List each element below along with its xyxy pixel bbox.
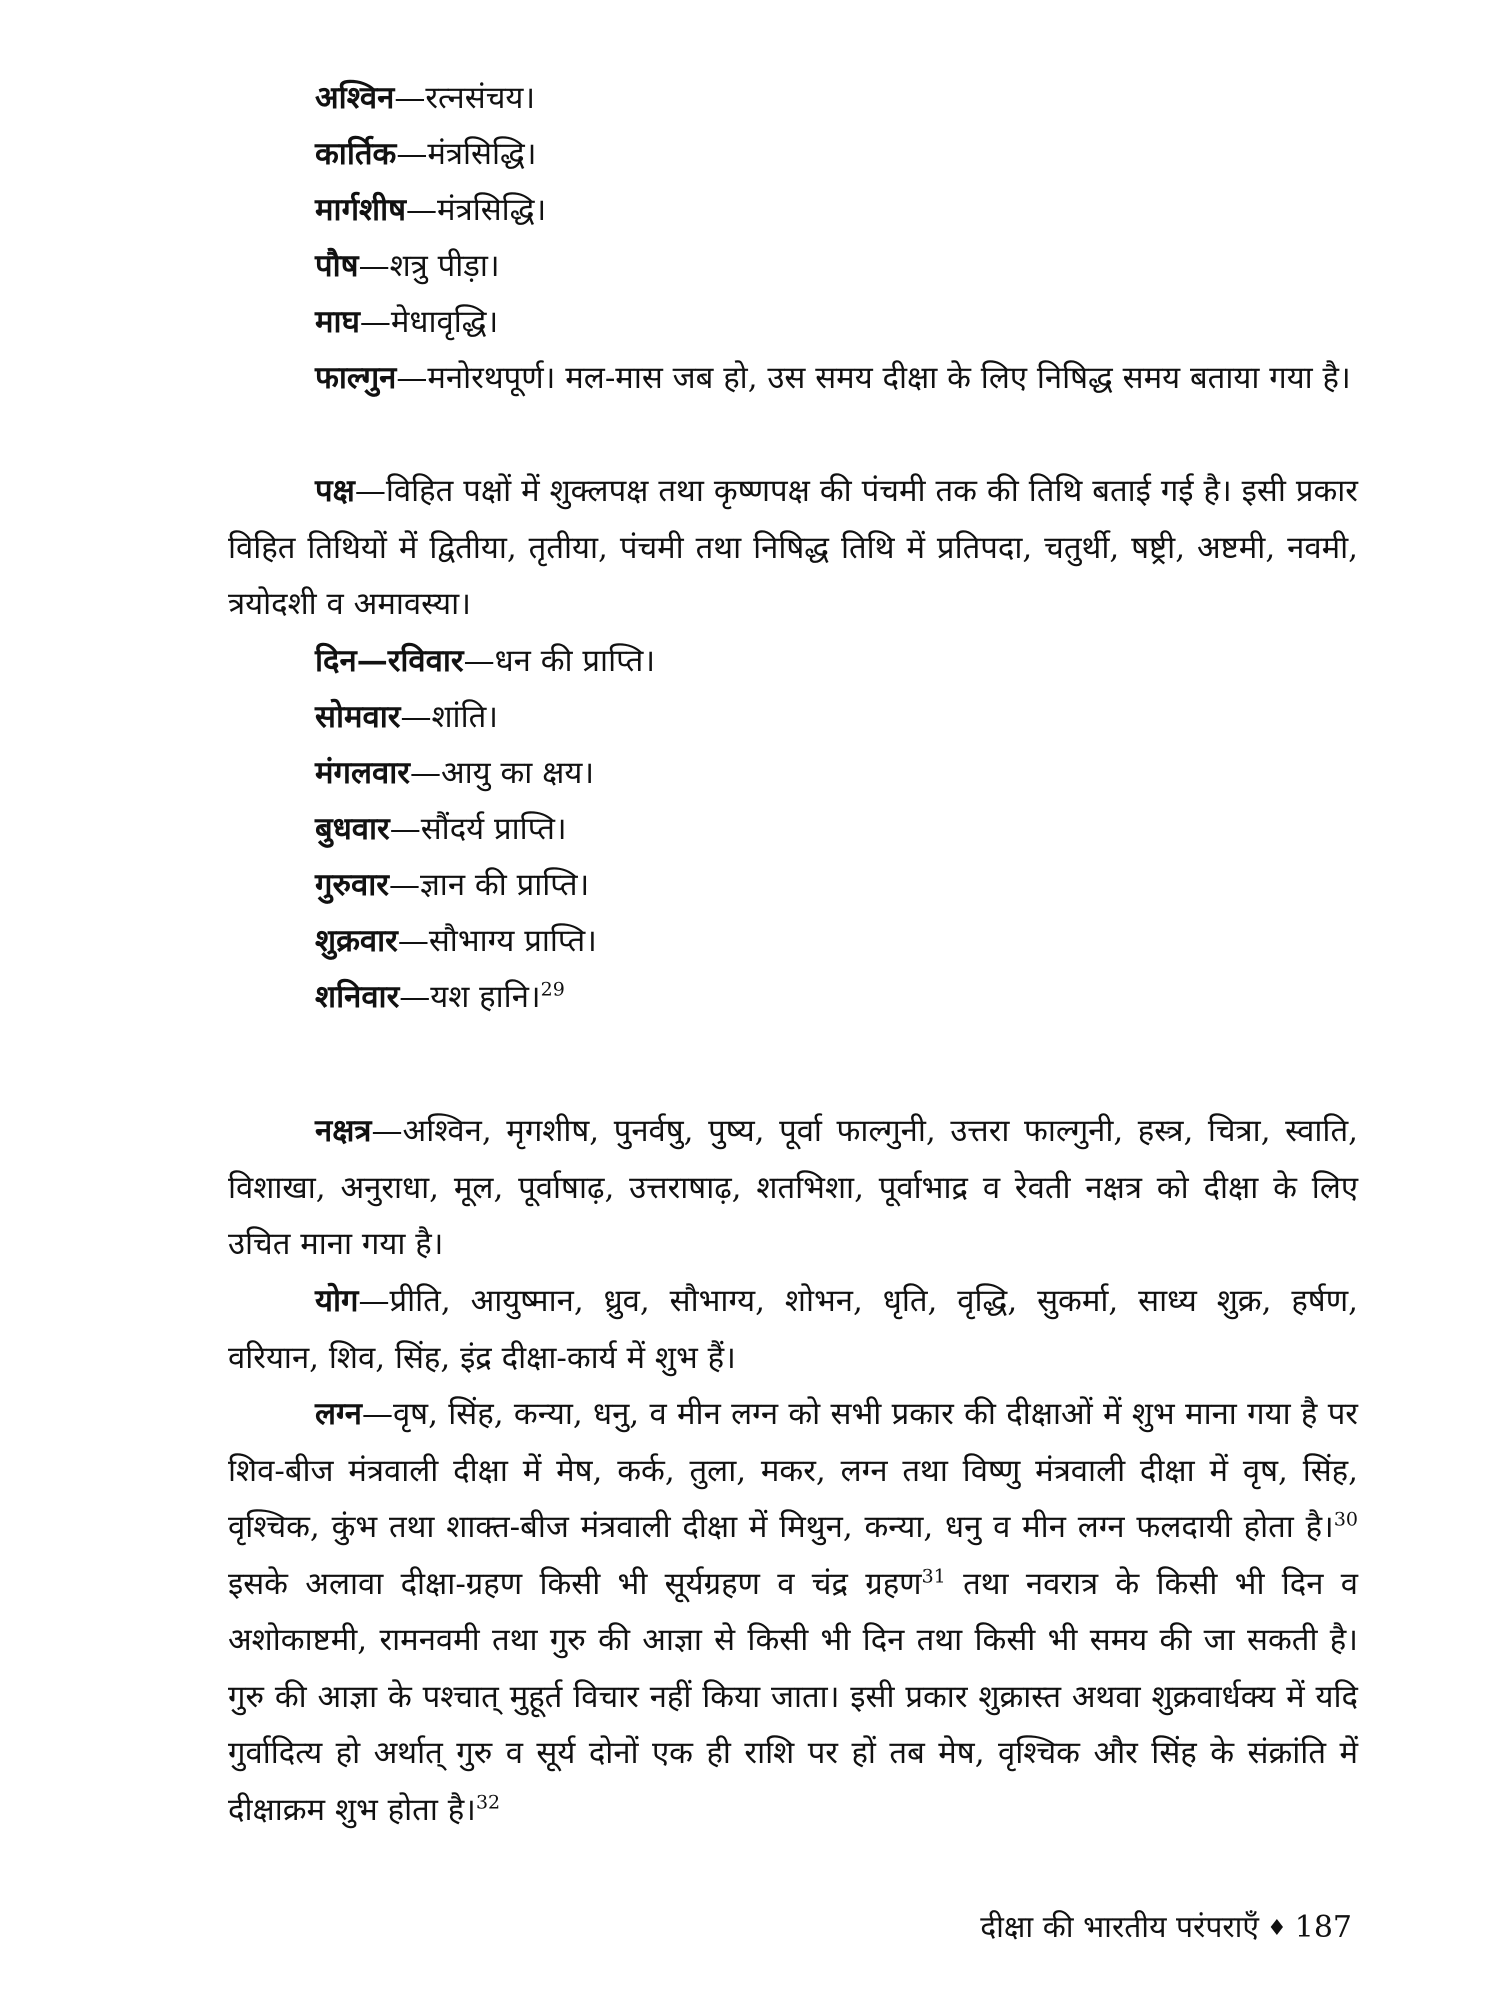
book-title: दीक्षा की भारतीय परंपराएँ	[980, 1910, 1259, 1945]
entry-text: —मंत्रसिद्धि।	[396, 136, 537, 172]
falgun-paragraph	[228, 350, 1358, 407]
paragraph-text: —विहित पक्षों में शुक्लपक्ष तथा कृष्णपक्ष की पंचमी तक की तिथि बताई गई है। इसी प्रकार विहित तिथियों में द्वितीया, तृतीया, पंचमी तथा निषिद्ध तिथि में प्रतिपदा, चतुर्थी, षष्ट्री, अष्टमी, नवमी, त्रयोदशी व अमावस्या।	[228, 473, 1358, 622]
weekday-entry	[315, 857, 589, 913]
paragraph-heading: पक्ष	[315, 473, 355, 509]
entry-text: —सौभाग्य प्राप्ति।	[397, 923, 597, 959]
entry-text: —ज्ञान की प्राप्ति।	[388, 867, 590, 903]
entry-heading: अश्विन	[315, 80, 395, 116]
page-footer	[980, 1908, 1352, 1949]
entry-heading: मार्गशीष	[315, 192, 407, 228]
month-entry	[315, 182, 546, 238]
entry-text: —यश हानि।	[399, 979, 541, 1015]
paragraph-text: —प्रीति, आयुष्मान, ध्रुव, सौभाग्य, शोभन, धृति, वृद्धि, सुकर्मा, साध्य शुक्र, हर्षण, वरियान, शिव, सिंह, इंद्र दीक्षा-कार्य में शुभ हैं।	[228, 1283, 1358, 1376]
entry-text: —शत्रु पीड़ा।	[358, 248, 500, 284]
entry-heading: बुधवार	[315, 811, 390, 847]
entry-text: —शांति।	[400, 699, 499, 735]
paragraph-text: तथा नवरात्र के किसी भी दिन व अशोकाष्टमी, रामनवमी तथा गुरु की आज्ञा से किसी भी दिन तथा किसी भी समय की जा सकती है। गुरु की आज्ञा के पश्चात् मुहूर्त विचार नहीं किया जाता। इसी प्रकार शुक्रास्त अथवा शुक्रवार्धक्य में यदि गुर्वादित्य हो अर्थात् गुरु व सूर्य दोनों एक ही राशि पर हों तब मेष, वृश्चिक और सिंह के संक्रांति में दीक्षाक्रम शुभ होता है।	[228, 1565, 1358, 1828]
entry-heading: माघ	[315, 304, 360, 340]
paragraph-text: इसके अलावा दीक्षा-ग्रहण किसी भी सूर्यग्रहण व चंद्र ग्रहण	[228, 1565, 922, 1602]
entry-heading: शुक्रवार	[315, 923, 398, 959]
footnote-ref: 30	[1333, 1508, 1358, 1531]
footnote-ref: 29	[540, 978, 565, 1001]
entry-heading: कार्तिक	[315, 136, 397, 172]
din-entry	[315, 633, 655, 689]
paksha-paragraph	[228, 463, 1358, 633]
page-number: 187	[1294, 1910, 1352, 1945]
entry-text: —मेधावृद्धि।	[359, 304, 499, 340]
month-entry	[315, 238, 500, 294]
month-entry	[315, 294, 498, 350]
entry-heading: पौष	[315, 248, 359, 284]
entry-text: —सौंदर्य प्राप्ति।	[389, 811, 567, 847]
paragraph-heading: योग	[315, 1283, 359, 1319]
entry-heading: गुरुवार	[315, 867, 389, 903]
paragraph-text: —मनोरथपूर्ण। मल-मास जब हो, उस समय दीक्षा के लिए निषिद्ध समय बताया गया है।	[396, 360, 1351, 396]
entry-text: —आयु का क्षय।	[409, 755, 595, 791]
entry-text: —रत्नसंचय।	[394, 80, 536, 116]
paragraph-heading: फाल्गुन	[315, 360, 397, 396]
weekday-entry	[315, 801, 567, 857]
footnote-ref: 31	[921, 1565, 946, 1588]
entry-text: —मंत्रसिद्धि।	[406, 192, 547, 228]
entry-heading: मंगलवार	[315, 755, 410, 791]
footnote-ref: 32	[475, 1791, 501, 1814]
weekday-entry	[315, 913, 597, 969]
paragraph-text: —अश्विन, मृगशीष, पुनर्वषु, पुष्य, पूर्वा फाल्गुनी, उत्तरा फाल्गुनी, हस्त्र, चित्रा, स्वाति, विशाखा, अनुराधा, मूल, पूर्वाषाढ़, उत्तराषाढ़, शतभिशा, पूर्वाभाद्र व रेवती नक्षत्र को दीक्षा के लिए उचित माना गया है।	[228, 1113, 1358, 1262]
entry-heading: दिन—रविवार	[315, 643, 464, 679]
weekday-entry	[315, 689, 498, 745]
month-entry	[315, 70, 535, 126]
paragraph-text: —वृष, सिंह, कन्या, धनु, व मीन लग्न को सभी प्रकार की दीक्षाओं में शुभ माना गया है पर शिव-बीज मंत्रवाली दीक्षा में मेष, कर्क, तुला, मकर, लग्न तथा विष्णु मंत्रवाली दीक्षा में वृष, सिंह, वृश्चिक, कुंभ तथा शाक्त-बीज मंत्रवाली दीक्षा में मिथुन, कन्या, धनु व मीन लग्न फलदायी होता है।	[228, 1396, 1358, 1545]
paragraph-heading: लग्न	[315, 1396, 362, 1432]
month-entry	[315, 126, 537, 182]
entry-heading: सोमवार	[315, 699, 401, 735]
lagna-paragraph	[228, 1386, 1358, 1838]
entry-text: —धन की प्राप्ति।	[463, 643, 656, 679]
nakshatra-paragraph	[228, 1103, 1358, 1273]
yog-paragraph	[228, 1273, 1358, 1386]
entry-heading: शनिवार	[315, 979, 400, 1015]
weekday-entry	[315, 969, 565, 1025]
diamond-icon: ♦	[1267, 1916, 1287, 1941]
paragraph-heading: नक्षत्र	[315, 1113, 372, 1149]
weekday-entry	[315, 745, 594, 801]
